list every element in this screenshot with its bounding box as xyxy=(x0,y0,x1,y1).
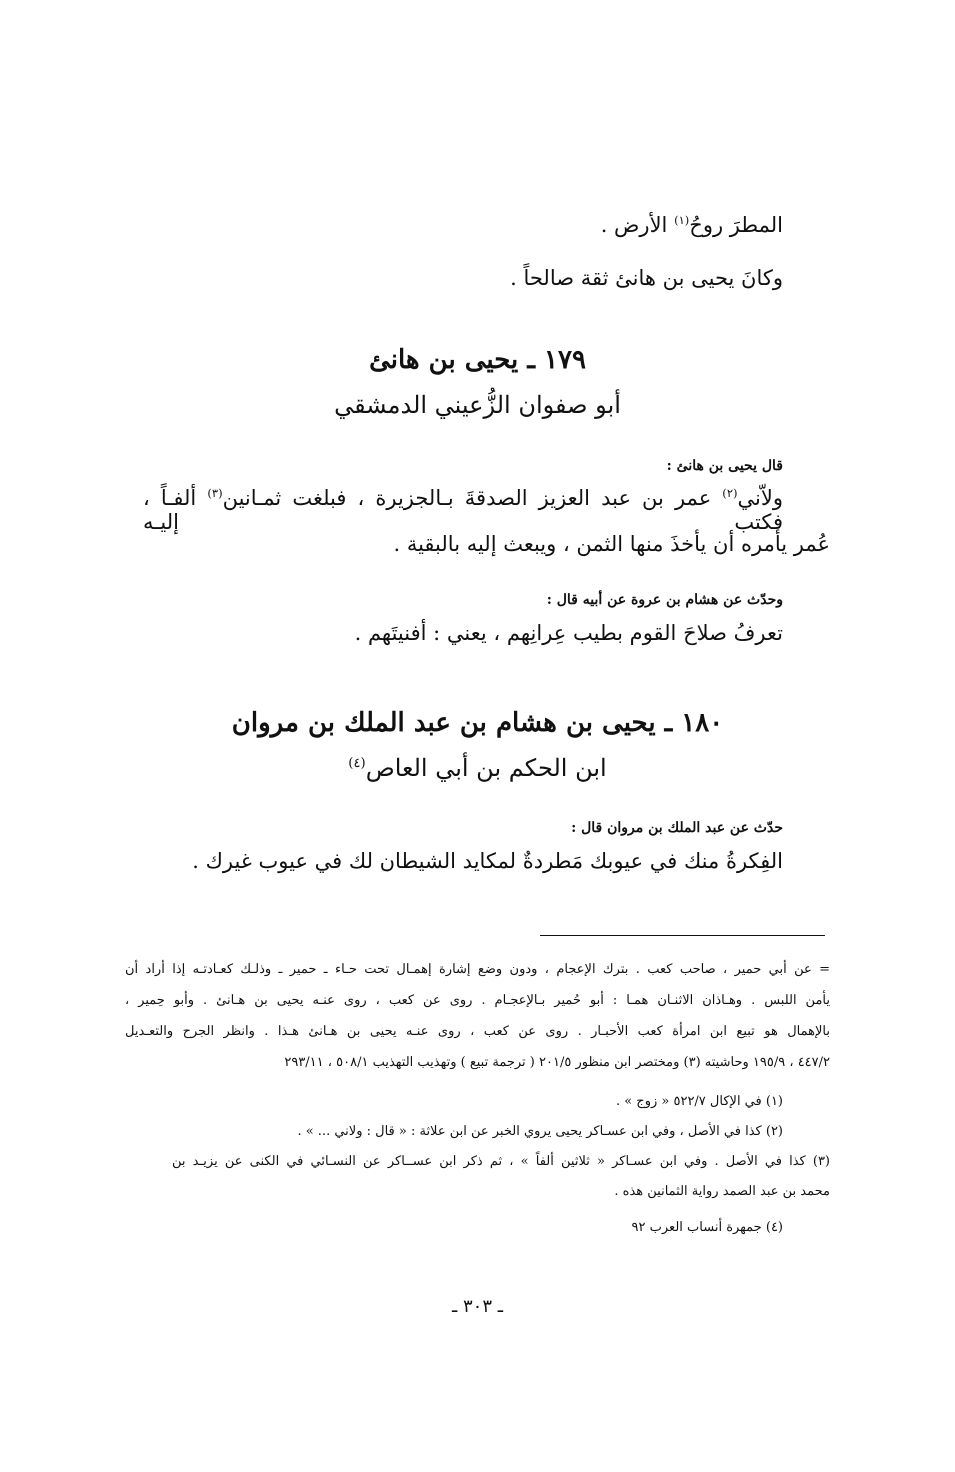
footnote-3-line-1: (٣) كذا في الأصل . وفي ابن عسـاكر « ثلاثين ألفاً » ، ثم ذكر ابن عســاكر عن النسـائي في الكنى عن يزيـد بن xyxy=(172,1154,830,1169)
top-line-1 xyxy=(601,213,783,237)
entry-180-subtitle xyxy=(0,754,955,782)
top-line-2: وكانَ يحيى بن هانئ ثقة صالحاً . xyxy=(510,266,783,290)
top-line-1-text-a: المطرَ روحُ xyxy=(689,213,783,237)
footnote-ref-1: (١) xyxy=(674,213,690,227)
footnote-1: (١) في الإكال ٥٢٢/٧ « زوج » . xyxy=(615,1094,783,1109)
entry-179-paragraph-1-line-2: عُمر يأمره أن يأخذَ منها الثمن ، ويبعث إليه بالبقية . xyxy=(393,532,830,556)
footnote-3-line-2: محمد بن عبد الصمد رواية الثمانين هذه . xyxy=(614,1184,830,1199)
footnote-ref-2: (٢) xyxy=(722,486,738,500)
entry-179-subtitle: أبو صفوان الزُّعيني الدمشقي xyxy=(334,391,621,419)
top-line-1-text-b: الأرض . xyxy=(600,213,675,237)
p1-text-a: ولاّني xyxy=(737,486,783,510)
page-number: ـ ٣٠٣ ـ xyxy=(451,1296,503,1317)
entry-179-narrator-2: وحدّث عن هشام بن عروة عن أبيه قال : xyxy=(546,592,783,608)
entry-180-paragraph-1: الفِكرةُ منك في عيوبك مَطردةٌ لمكايد الشيطان لك في عيوب غيرك . xyxy=(192,849,783,873)
entry-179-paragraph-2: تعرفُ صلاحَ القوم بطيب عِرانِهم ، يعني : أفنيتَهم . xyxy=(354,621,783,645)
entry-179-paragraph-1-line-1 xyxy=(143,486,783,534)
footnote-ref-4: (٤) xyxy=(348,756,366,771)
entry-180-narrator: حدّث عن عبد الملك بن مروان قال : xyxy=(571,820,783,836)
footnote-separator xyxy=(540,935,825,936)
footnote-continuation-line-1: = عن أبي حمير ، صاحب كعب . بترك الإعجام ، ودون وضع إشارة إهمـال تحت حـاء ـ حمير ـ وذلـك كعـادتـه إذا أراد أن xyxy=(125,962,830,977)
footnote-continuation-line-3: بالإهمال هو تبيع ابن امرأة كعب الأحبـار . روى عن كعب ، روى عنـه يحيى بن هـانئ هـذا . وانظر الجرح والتعـديل xyxy=(125,1024,830,1039)
p1-text-c: ألفـاً ، فكتب إليـه xyxy=(143,486,783,534)
entry-179-title: ١٧٩ ـ يحيى بن هانئ xyxy=(369,345,586,375)
footnote-2: (٢) كذا في الأصل ، وفي ابن عسـاكر يحيى يروي الخبر عن ابن علاثة : « قال : ولاني ... » . xyxy=(297,1124,783,1139)
entry-180-title: ١٨٠ ـ يحيى بن هشام بن عبد الملك بن مروان xyxy=(231,708,724,738)
footnote-continuation-line-4: ٤٤٧/٢ ، ١٩٥/٩ وحاشيته (٣) ومختصر ابن منظور ٢٠١/٥ ( ترجمة تبيع ) وتهذيب التهذيب ٥٠٨/١ ، ٢٩٣/١١ xyxy=(284,1055,830,1070)
footnote-ref-3: (٣) xyxy=(207,486,223,500)
footnote-4: (٤) جمهرة أنساب العرب ٩٢ xyxy=(631,1220,783,1235)
entry-179-narrator-1: قال يحيى بن هانئ : xyxy=(666,458,783,474)
footnote-continuation-line-2: يأمن اللبس . وهـاذان الاثنـان همـا : أبو حُمير بـالإعجـام . روى عن كعب ، روى عنـه يحيى بن هـانئ . وأبو حِمير ، xyxy=(125,993,830,1008)
entry-180-subtitle-text: ابن الحكم بن أبي العاص xyxy=(365,754,607,782)
p1-text-b: عمر بن عبد العزيز الصدقةَ بـالجزيرة ، فبلغت ثمـانين xyxy=(222,486,723,510)
